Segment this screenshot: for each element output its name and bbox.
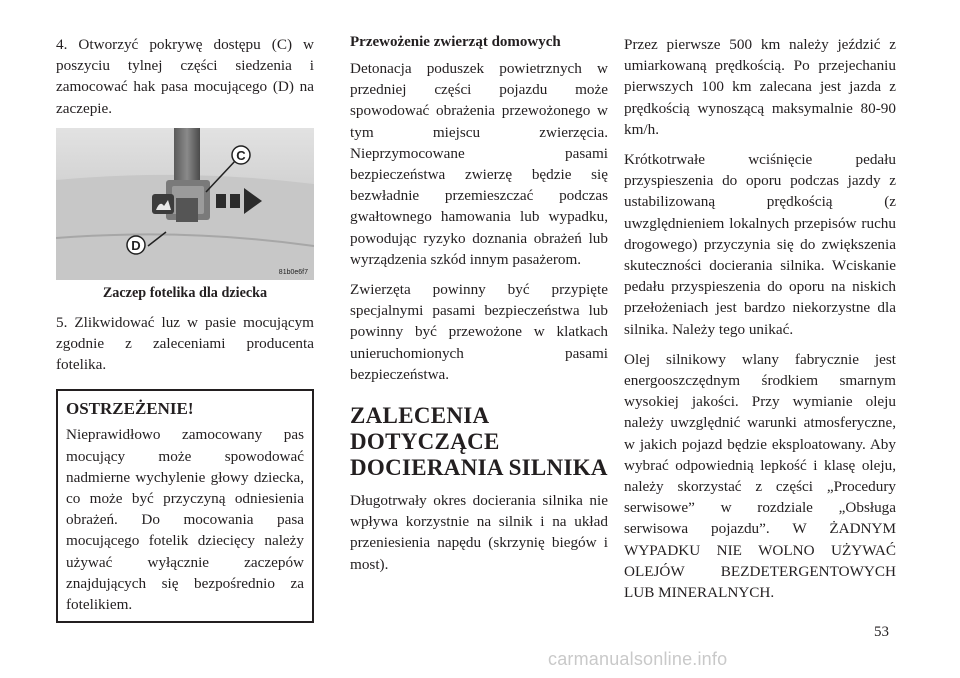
watermark[interactable]: carmanualsonline.info: [548, 649, 728, 669]
page-number: 53: [874, 624, 889, 640]
section-title-line-2: DOTYCZĄCE: [350, 429, 500, 455]
section-title-line-1: ZALECENIA: [350, 403, 490, 429]
left-column: [56, 34, 314, 623]
pets-paragraph-2: Zwierzęta powinny być przypięte specjalnymi pasami bezpieczeństwa lub powinny być przewożone w klatkach unieruchomionych pasami bezpieczeństwa.: [350, 281, 608, 383]
middle-column: [350, 34, 608, 584]
step-4-text: 4. Otworzyć pokrywę dostępu (C) w poszyciu tylnej części siedzenia i zamocować hak pasa mocującego (D) na zaczepie.: [56, 36, 314, 117]
pets-paragraph-1: Detonacja poduszek powietrznych w przedniej części pojazdu może spowodować obrażenia przewożonego w tym miejscu zwierzęcia. Nieprzymocowane pasami bezpieczeństwa zwierzę będzie się bezwładnie przemieszczać podczas gwałtownego hamowania lub wypadku, powodując ryzyko doznania obrażeń lub wyrządzenia szkód innym pasażerom.: [350, 60, 608, 268]
figure-caption: Zaczep fotelika dla dziecka: [102, 284, 268, 301]
child-seat-anchor-figure: [56, 128, 314, 280]
warning-box: [56, 389, 314, 623]
callout-d-label: D: [131, 237, 141, 253]
warning-text: Nieprawidłowo zamocowany pas mocujący może spowodować nadmierne wychylenie głowy dziecka, co może być przyczyną odniesienia obrażeń. Do mocowania pasa mocującego fotelik dziecięcy należy używać wyłącznie zaczepów znajdujących się bezpośrednio za fotelikiem.: [66, 426, 304, 614]
engine-break-in-title: [350, 403, 608, 481]
right-paragraph-1: Przez pierwsze 500 km należy jeździć z umiarkowaną prędkością. Po przejechaniu pierwszych 100 km zalecana jest jazda z prędkością wynoszącą maksymalnie 80-90 km/h.: [624, 36, 896, 138]
callout-c-label: C: [236, 147, 246, 163]
section-title-line-3: DOCIERANIA SILNIKA: [350, 455, 608, 481]
right-paragraph-3: Olej silnikowy wlany fabrycznie jest energooszczędnym środkiem smarnym wysokiej jakości. Przy wymianie oleju należy uwzględnić warunki atmosferyczne, w jakich pojazd będzie eksploatowany. Aby wybrać odpowiednią lepkość i klasę oleju, należy skorzystać z części „Procedury serwisowe” w rozdziale „Obsługa serwisowa pojazdu”. W ŻADNYM WYPADKU NIE WOLNO UŻYWAĆ OLEJÓW BEZDETERGENTOWYCH LUB MINERALNYCH.: [624, 350, 896, 602]
right-column: [624, 34, 896, 612]
right-paragraph-2: Krótkotrwałe wciśnięcie pedału przyspieszenia do oporu podczas jazdy z ustabilizowaną prędkością (z uwzględnieniem lokalnych przepisów ruchu drogowego) przyczynia się do zwiększenia skuteczności docierania silnika. Wciskanie pedału przyspieszenia do oporu na niskich przełożeniach jest bardzo niekorzystne dla silnika. Należy tego unikać.: [624, 151, 896, 338]
step-5-text: 5. Zlikwidować luz w pasie mocującym zgodnie z zaleceniami producenta fotelika.: [56, 313, 314, 374]
pets-heading: Przewożenie zwierząt domowych: [350, 34, 561, 50]
figure-code: 81b0e6f7: [278, 268, 308, 276]
anchor-illustration: [56, 128, 314, 280]
warning-title: OSTRZEŻENIE!: [66, 399, 194, 419]
break-in-paragraph: Długotrwały okres docierania silnika nie wpływa korzystnie na silnik i na układ przeniesienia napędu (skrzynię biegów i most).: [350, 492, 608, 573]
